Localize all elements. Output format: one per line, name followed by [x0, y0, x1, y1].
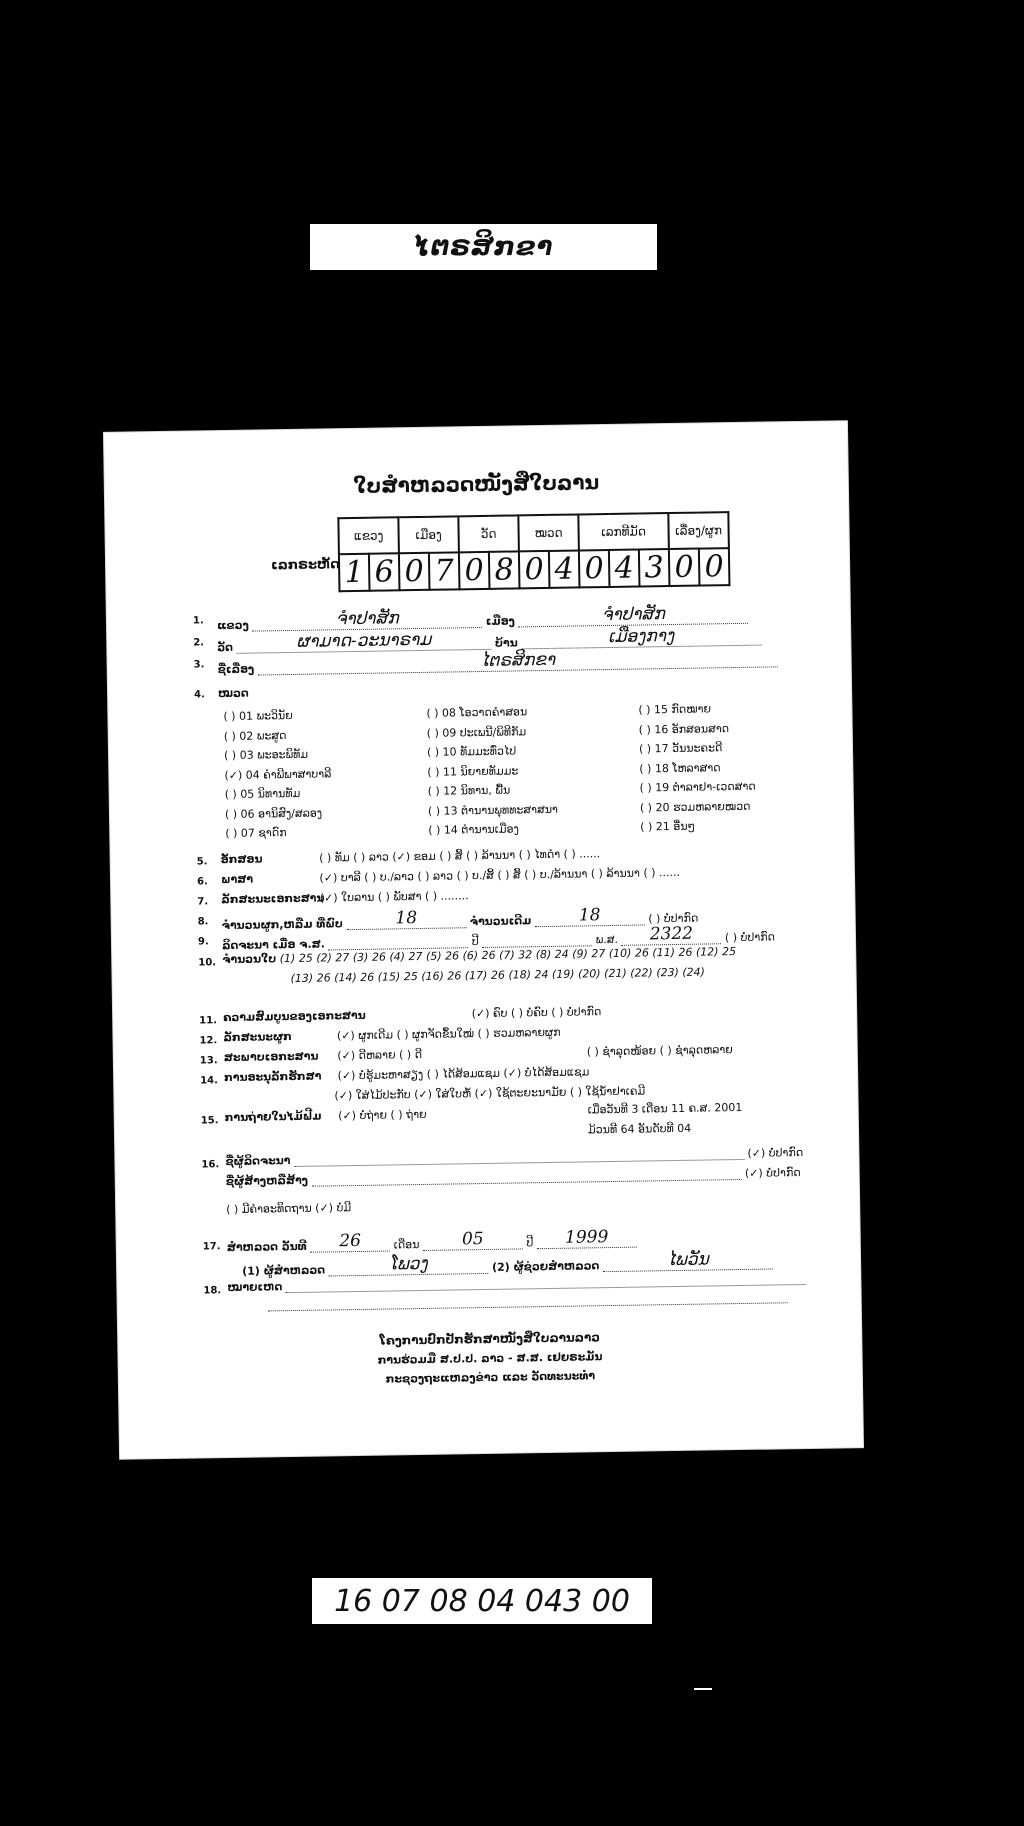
category-column-3	[638, 699, 756, 837]
field-number: 16.	[201, 1159, 220, 1171]
top-title-label: ໄຕຣສິກຂາ	[310, 224, 657, 270]
field-conservation	[224, 1065, 589, 1084]
field-microfilm-date: ເມື່ອວັນທີ 3 ເດືອນ 11 ຄ.ສ. 2001	[587, 1100, 743, 1117]
field-author	[225, 1146, 803, 1168]
code-header: ເລກທີມັດ	[578, 513, 669, 550]
field-number: 1.	[192, 615, 204, 627]
bottom-code-label: 16 07 08 04 043 00	[312, 1578, 652, 1624]
field-sponsor	[226, 1166, 801, 1188]
code-header: ເມືອງ	[398, 516, 459, 553]
category-item: ( ) 07 ຊາດົກ	[225, 826, 287, 841]
field-number: 13.	[199, 1055, 218, 1067]
field-options: (✓) ບໍ່ປາກົດ	[747, 1146, 804, 1160]
code-digit: 3	[639, 549, 670, 586]
field-options: ( ) ບໍ່ປາກົດ	[648, 911, 699, 926]
field-label: ປີ	[526, 1236, 534, 1250]
field-options: (✓) ບໍ່ຮູ້ມະຫາສຽງ ( ) ໄດ້ສ້ອມແຊມ (✓) ບໍ່ໄດ້ສ້ອມແຊມ	[337, 1065, 590, 1083]
category-column-2	[426, 702, 558, 841]
field-bundle-type-more: ( ) ຊໍາລຸດໜ້ອຍ ( ) ຊໍາລຸດຫລາຍ	[586, 1043, 733, 1059]
field-label: ສຳຫລວດ ວັນທີ	[226, 1239, 307, 1255]
category-item: ( ) 16 ອັກສອນສາດ	[638, 721, 730, 737]
field-label: ເມືອງ	[485, 614, 516, 628]
category-item: ( ) 09 ປະເພນີ/ພິທີກັມ	[426, 724, 527, 740]
field-label: ຊື່ເລື່ອງ	[217, 662, 255, 677]
category-item: (✓) 04 ຄຳພີພາສາບາລີ	[224, 766, 332, 782]
field-label: (2) ຜູ້ຊ່ວຍສຳຫລວດ	[491, 1259, 600, 1274]
category-item: ( ) 15 ກົດໝາຍ	[638, 702, 712, 717]
field-value: ໄຕຣສິກຂາ	[258, 646, 778, 675]
field-options: (✓) ບໍ່ປາກົດ	[744, 1166, 801, 1180]
field-label: ພ.ສ.	[595, 932, 619, 947]
field-value-blank	[268, 1302, 788, 1311]
field-number: 15.	[200, 1115, 219, 1127]
field-number: 2.	[193, 637, 205, 649]
field-label: ຄວາມສົມບູນຂອງເອກະສານ	[223, 1008, 366, 1025]
code-digit: 0	[579, 550, 610, 587]
field-label: ສະພາບເອກະສານ	[223, 1049, 319, 1065]
field-value: 26	[310, 1231, 390, 1253]
footer-ministry: ກະຊວງຖະແຫລງຂ່າວ ແລະ ວັດທະນະທຳ	[385, 1369, 596, 1386]
field-notes-line2	[268, 1290, 788, 1311]
field-value: ເມືອງກາງ	[521, 625, 761, 650]
field-options: ( ) ບໍ່ປາກົດ	[724, 930, 776, 945]
field-number: 3.	[193, 659, 205, 671]
field-number: 17.	[202, 1241, 221, 1253]
code-digit: 0	[699, 548, 730, 585]
field-dedication: ( ) ມີຄຳອະທິດຖານ (✓) ບໍ່ມີ	[226, 1201, 352, 1217]
field-number: 18.	[203, 1285, 222, 1297]
code-digit: 0	[459, 552, 490, 589]
field-bundle-type	[223, 1026, 560, 1044]
category-item: ( ) 13 ຕຳນານພຸທທະສາສນາ	[427, 802, 559, 818]
code-label: ເລກຣະຫັດ	[270, 557, 340, 574]
field-options: (✓) ຄົບ ( ) ບໍ່ຄົບ ( ) ບໍ່ປາກົດ	[471, 1005, 602, 1021]
category-item: ( ) 17 ວັນນະຄະດີ	[638, 741, 723, 756]
field-label: ລັກສະນະຜູກ	[223, 1030, 292, 1045]
category-item: ( ) 05 ນິທານທັມ	[224, 786, 301, 802]
field-options: (✓) ດີຫລາຍ ( ) ດີ	[337, 1047, 423, 1063]
code-digit: 4	[549, 550, 580, 587]
field-microfilm	[225, 1108, 427, 1124]
field-conservation-more: (✓) ໃສ່ໄມ້ປະກັບ (✓) ໃສ່ໃບຫໍ້ (✓) ໃຊ້ຕະຍະນາມັຍ ( ) ໃຊ້ນ້ຳຢາເຄມີ	[334, 1084, 646, 1103]
field-label: ໝາຍເຫດ	[227, 1280, 283, 1295]
survey-form-sheet	[104, 421, 863, 1459]
field-label: (1) ຜູ້ສຳຫລວດ	[242, 1263, 326, 1278]
field-label: ລິດຈະນາ ເມື່ອ ຈ.ສ.	[221, 937, 325, 953]
field-number: 14.	[200, 1075, 218, 1087]
field-microfilm-roll: ມ້ວນທີ 64 ອັນດັບທີ 04	[587, 1121, 692, 1137]
scan-speck	[694, 1688, 712, 1690]
code-digit: 6	[369, 553, 400, 590]
field-label: ວັດ	[217, 640, 234, 655]
field-leaf-count-row2: (13) 26 (14) 26 (15) 25 (16) 26 (17) 26 (18) 24 (19) (20) (21) (22) (23) (24)	[290, 965, 706, 986]
field-value: ຈຳປາສັກ	[518, 603, 748, 628]
field-label: ບ້ານ	[494, 636, 518, 650]
field-value: 1999	[537, 1227, 637, 1250]
footer-project: ໂຄງການປົກປັກຮັກສາໜັງສືໃບລານລາວ	[379, 1330, 600, 1348]
code-digit: 0	[669, 549, 700, 586]
category-item: ( ) 01 ພະວິນັຍ	[223, 708, 293, 724]
category-item: ( ) 08 ໂອວາດຄຳສອນ	[426, 705, 528, 720]
field-value-blank	[294, 1159, 744, 1167]
field-number: 6.	[196, 876, 208, 888]
field-condition	[224, 1048, 422, 1064]
field-number: 7.	[197, 896, 209, 908]
code-header: ເລື່ອງ/ຜູກ	[668, 512, 729, 549]
field-value: ຈຳປາສັກ	[252, 607, 482, 632]
category-item: ( ) 21 ອື່ນໆ	[640, 819, 696, 834]
code-header: ແຂວງ	[338, 517, 399, 554]
field-label: ເດືອນ	[393, 1238, 420, 1252]
field-script	[221, 847, 601, 866]
field-options: (✓) ບາລີ ( ) ບ./ລາວ ( ) ລາວ ( ) ບ./ສິ້ ( ) ສິ້ ( ) ບ./ລ້ານນາ ( ) ລ້ານນາ ( ) ......	[319, 865, 681, 885]
field-options: (✓) ໃບລານ ( ) ພັບສາ ( ) ........	[319, 889, 469, 905]
footer-cooperation: ການຮ່ວມມື ສ.ປ.ປ. ລາວ - ສ.ສ. ເຢຍຣະມັນ	[377, 1350, 603, 1367]
category-item: ( ) 02 ພະສູດ	[223, 728, 287, 743]
field-doc-type	[221, 889, 468, 906]
code-digit: 4	[609, 550, 640, 587]
field-number: 8.	[197, 916, 209, 928]
field-number: 12.	[199, 1035, 218, 1047]
field-label: ການອະນຸລັກຮັກສາ	[224, 1069, 322, 1085]
code-header: ວັດ	[458, 515, 519, 552]
field-label: ລັກສະນະເອກະສານ	[221, 891, 325, 907]
code-digit: 0	[519, 551, 550, 588]
code-digit: 8	[489, 551, 520, 588]
field-number: 11.	[199, 1015, 218, 1027]
field-label: ຈຳນວນຜູກ,ຫລືມ ທີ່ພົບ	[221, 917, 343, 933]
field-survey-date	[227, 1227, 637, 1254]
field-options: (✓) ບໍ່ຖ່າຍ ( ) ຖ່າຍ	[338, 1107, 427, 1123]
field-options: (✓) ຜູກເດີມ ( ) ຜູກຈັດຂຶ້ນໃໝ່ ( ) ຮວມຫລາຍຜູກ	[336, 1025, 561, 1043]
field-label: ການຖ່າຍໃນໄມ້ຟີມ	[224, 1109, 322, 1125]
field-label: ປີ	[471, 935, 479, 949]
field-options: ( ) ທັມ ( ) ລາວ (✓) ຂອມ ( ) ສິ້ ( ) ລ້ານນາ ( ) ໄທດຳ ( ) ......	[319, 847, 601, 865]
field-label: ອັກສອນ	[220, 852, 263, 867]
category-item: ( ) 19 ຕຳລາຢາ-ເວດສາດ	[639, 779, 756, 795]
field-value: (1) 25 (2) 27 (3) 26 (4) 27 (5) 26 (6) 26 (7) 32 (8) 24 (9) 27 (10) 26 (11) 26 (12) 25	[279, 945, 737, 966]
field-value: 18	[535, 904, 645, 927]
field-label: ຈຳນວນເດີມ	[469, 914, 532, 929]
category-item: ( ) 12 ນິທານ, ພື້ນ	[427, 783, 511, 798]
category-item: ( ) 10 ທັມມະທົ່ວໄປ	[426, 744, 517, 759]
category-item: ( ) 03 ພະອະພິທັມ	[223, 747, 309, 763]
field-value: ໄພວັນ	[603, 1248, 773, 1272]
field-number: 10.	[198, 957, 217, 969]
field-number: 5.	[196, 856, 208, 868]
field-label: ພາສາ	[220, 872, 254, 887]
field-label: ຈຳນວນໃບ	[222, 952, 277, 967]
field-value: ຜາມາດ-ວະນາຣາມ	[236, 629, 491, 654]
code-digit: 1	[339, 554, 370, 591]
field-label: ແຂວງ	[216, 618, 249, 633]
field-value: 2322	[621, 923, 721, 946]
code-header: ໝວດ	[518, 514, 579, 551]
category-item: ( ) 14 ຕຳນານເມືອງ	[428, 822, 519, 837]
field-label: ຊື່ຜູ້ສ້າງຫລືສ້າງ	[225, 1173, 309, 1189]
field-completeness	[223, 1005, 601, 1024]
category-item: ( ) 06 ອານິສົງ/ສລອງ	[224, 806, 323, 821]
category-item: ( ) 20 ຮວມຫລາຍໝວດ	[639, 799, 751, 815]
field-number: 9.	[197, 936, 209, 948]
field-value: ໂພວງ	[328, 1253, 488, 1277]
field-label: ໝວດ	[217, 686, 249, 701]
category-item: ( ) 18 ໂຫລາສາດ	[639, 760, 721, 776]
field-number: 4.	[194, 689, 205, 701]
code-digit: 0	[399, 553, 430, 590]
field-language	[221, 866, 680, 886]
code-digit: 7	[429, 552, 460, 589]
field-value: 05	[423, 1228, 523, 1251]
code-table	[337, 511, 730, 592]
category-item: ( ) 11 ນິຍາຍທັມມະ	[427, 763, 519, 779]
category-column-1	[223, 705, 332, 843]
form-title: ໃບສຳຫລວດໜັງສືໃບລານ	[353, 470, 600, 498]
field-value: 18	[346, 907, 466, 930]
field-value-blank	[312, 1179, 742, 1187]
field-label: ຊື່ຜູ້ລິດຈະນາ	[225, 1154, 291, 1169]
